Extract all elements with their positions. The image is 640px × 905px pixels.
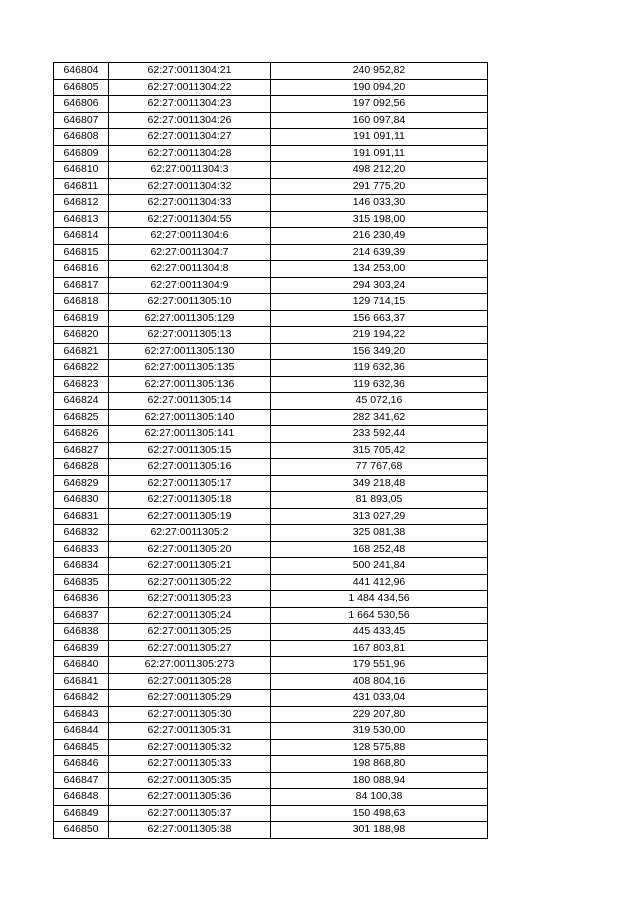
table-row [54,442,488,459]
row-number-cell: 646822 [54,360,109,377]
row-number-cell: 646806 [54,96,109,113]
cadastral-value-cell: 168 252,48 [271,541,488,558]
table-row [54,492,488,509]
row-number-cell: 646839 [54,640,109,657]
cadastral-number-cell: 62:27:0011304:27 [109,129,271,146]
cadastral-value-cell: 315 705,42 [271,442,488,459]
table-row [54,739,488,756]
table-row [54,789,488,806]
cadastral-number-cell: 62:27:0011304:9 [109,277,271,294]
cadastral-number-cell: 62:27:0011305:10 [109,294,271,311]
cadastral-number-cell: 62:27:0011305:37 [109,805,271,822]
cadastral-value-cell: 313 027,29 [271,508,488,525]
cadastral-value-cell: 150 498,63 [271,805,488,822]
table-row [54,145,488,162]
cadastral-number-cell: 62:27:0011304:21 [109,63,271,80]
cadastral-number-cell: 62:27:0011304:26 [109,112,271,129]
cadastral-number-cell: 62:27:0011305:36 [109,789,271,806]
row-number-cell: 646831 [54,508,109,525]
cadastral-value-cell: 282 341,62 [271,409,488,426]
table-row [54,805,488,822]
table-row [54,343,488,360]
row-number-cell: 646837 [54,607,109,624]
cadastral-value-cell: 1 664 530,56 [271,607,488,624]
table-row [54,706,488,723]
cadastral-number-cell: 62:27:0011304:3 [109,162,271,179]
cadastral-number-cell: 62:27:0011305:24 [109,607,271,624]
row-number-cell: 646841 [54,673,109,690]
cadastral-number-cell: 62:27:0011304:8 [109,261,271,278]
row-number-cell: 646850 [54,822,109,839]
cadastral-number-cell: 62:27:0011305:28 [109,673,271,690]
cadastral-number-cell: 62:27:0011305:25 [109,624,271,641]
row-number-cell: 646845 [54,739,109,756]
cadastral-value-cell: 445 433,45 [271,624,488,641]
cadastral-value-cell: 441 412,96 [271,574,488,591]
cadastral-value-cell: 500 241,84 [271,558,488,575]
cadastral-value-cell: 128 575,88 [271,739,488,756]
cadastral-number-cell: 62:27:0011305:33 [109,756,271,773]
table-body [54,63,488,839]
cadastral-number-cell: 62:27:0011305:32 [109,739,271,756]
table-row [54,261,488,278]
cadastral-value-cell: 156 663,37 [271,310,488,327]
cadastral-value-cell: 315 198,00 [271,211,488,228]
row-number-cell: 646842 [54,690,109,707]
table-row [54,96,488,113]
table-row [54,376,488,393]
cadastral-number-cell: 62:27:0011304:55 [109,211,271,228]
cadastral-value-cell: 179 551,96 [271,657,488,674]
row-number-cell: 646847 [54,772,109,789]
row-number-cell: 646821 [54,343,109,360]
cadastral-value-cell: 45 072,16 [271,393,488,410]
table-row [54,244,488,261]
cadastral-value-cell: 319 530,00 [271,723,488,740]
cadastral-number-cell: 62:27:0011305:20 [109,541,271,558]
cadastral-number-cell: 62:27:0011304:6 [109,228,271,245]
row-number-cell: 646828 [54,459,109,476]
table-row [54,409,488,426]
row-number-cell: 646834 [54,558,109,575]
row-number-cell: 646823 [54,376,109,393]
cadastral-value-cell: 301 188,98 [271,822,488,839]
table-row [54,607,488,624]
table-row [54,228,488,245]
row-number-cell: 646835 [54,574,109,591]
row-number-cell: 646844 [54,723,109,740]
cadastral-number-cell: 62:27:0011305:14 [109,393,271,410]
table-row [54,195,488,212]
table-row [54,459,488,476]
cadastral-value-cell: 129 714,15 [271,294,488,311]
table-row [54,690,488,707]
cadastral-number-cell: 62:27:0011305:27 [109,640,271,657]
row-number-cell: 646849 [54,805,109,822]
cadastral-number-cell: 62:27:0011305:35 [109,772,271,789]
cadastral-number-cell: 62:27:0011304:28 [109,145,271,162]
cadastral-value-cell: 216 230,49 [271,228,488,245]
row-number-cell: 646848 [54,789,109,806]
row-number-cell: 646840 [54,657,109,674]
row-number-cell: 646827 [54,442,109,459]
cadastral-value-cell: 349 218,48 [271,475,488,492]
cadastral-value-cell: 1 484 434,56 [271,591,488,608]
cadastral-value-cell: 325 081,38 [271,525,488,542]
row-number-cell: 646808 [54,129,109,146]
table-row [54,310,488,327]
cadastral-number-cell: 62:27:0011305:273 [109,657,271,674]
cadastral-value-cell: 180 088,94 [271,772,488,789]
cadastral-number-cell: 62:27:0011304:7 [109,244,271,261]
table-row [54,112,488,129]
table-row [54,211,488,228]
table-row [54,624,488,641]
cadastral-value-cell: 81 893,05 [271,492,488,509]
cadastral-value-cell: 198 868,80 [271,756,488,773]
cadastral-value-cell: 229 207,80 [271,706,488,723]
cadastral-value-cell: 191 091,11 [271,129,488,146]
table-row [54,129,488,146]
cadastral-number-cell: 62:27:0011305:17 [109,475,271,492]
cadastral-number-cell: 62:27:0011305:136 [109,376,271,393]
row-number-cell: 646807 [54,112,109,129]
cadastral-value-cell: 119 632,36 [271,360,488,377]
cadastral-number-cell: 62:27:0011305:22 [109,574,271,591]
cadastral-number-cell: 62:27:0011305:38 [109,822,271,839]
table-row [54,393,488,410]
row-number-cell: 646824 [54,393,109,410]
cadastral-number-cell: 62:27:0011305:2 [109,525,271,542]
cadastral-number-cell: 62:27:0011305:129 [109,310,271,327]
table-row [54,657,488,674]
table-row [54,475,488,492]
cadastral-number-cell: 62:27:0011305:135 [109,360,271,377]
row-number-cell: 646815 [54,244,109,261]
cadastral-number-cell: 62:27:0011304:22 [109,79,271,96]
row-number-cell: 646830 [54,492,109,509]
table-row [54,822,488,839]
table-row [54,360,488,377]
cadastral-value-cell: 160 097,84 [271,112,488,129]
row-number-cell: 646836 [54,591,109,608]
table-row [54,640,488,657]
cadastral-value-cell: 219 194,22 [271,327,488,344]
cadastral-number-cell: 62:27:0011305:13 [109,327,271,344]
cadastral-number-cell: 62:27:0011305:21 [109,558,271,575]
table-row [54,591,488,608]
cadastral-value-cell: 291 775,20 [271,178,488,195]
cadastral-value-cell: 408 804,16 [271,673,488,690]
row-number-cell: 646846 [54,756,109,773]
row-number-cell: 646820 [54,327,109,344]
cadastral-number-cell: 62:27:0011305:29 [109,690,271,707]
row-number-cell: 646804 [54,63,109,80]
table-row [54,178,488,195]
cadastral-number-cell: 62:27:0011305:30 [109,706,271,723]
row-number-cell: 646843 [54,706,109,723]
row-number-cell: 646833 [54,541,109,558]
cadastral-number-cell: 62:27:0011305:19 [109,508,271,525]
row-number-cell: 646805 [54,79,109,96]
cadastral-number-cell: 62:27:0011305:140 [109,409,271,426]
cadastral-number-cell: 62:27:0011305:15 [109,442,271,459]
table-row [54,574,488,591]
row-number-cell: 646817 [54,277,109,294]
row-number-cell: 646810 [54,162,109,179]
cadastral-number-cell: 62:27:0011305:16 [109,459,271,476]
row-number-cell: 646825 [54,409,109,426]
cadastral-number-cell: 62:27:0011305:141 [109,426,271,443]
row-number-cell: 646816 [54,261,109,278]
cadastral-value-cell: 197 092,56 [271,96,488,113]
row-number-cell: 646812 [54,195,109,212]
cadastral-value-cell: 498 212,20 [271,162,488,179]
row-number-cell: 646838 [54,624,109,641]
table-row [54,541,488,558]
table-row [54,162,488,179]
cadastral-value-cell: 146 033,30 [271,195,488,212]
row-number-cell: 646814 [54,228,109,245]
cadastral-value-cell: 191 091,11 [271,145,488,162]
cadastral-number-cell: 62:27:0011305:23 [109,591,271,608]
table-row [54,79,488,96]
table-row [54,63,488,80]
table-row [54,723,488,740]
cadastral-number-cell: 62:27:0011305:18 [109,492,271,509]
table-row [54,558,488,575]
cadastral-number-cell: 62:27:0011305:130 [109,343,271,360]
cadastral-number-cell: 62:27:0011304:33 [109,195,271,212]
cadastral-value-cell: 77 767,68 [271,459,488,476]
cadastral-value-table [53,62,488,839]
cadastral-value-cell: 167 803,81 [271,640,488,657]
row-number-cell: 646829 [54,475,109,492]
row-number-cell: 646809 [54,145,109,162]
table-row [54,756,488,773]
table-row [54,673,488,690]
row-number-cell: 646818 [54,294,109,311]
cadastral-value-cell: 214 639,39 [271,244,488,261]
cadastral-number-cell: 62:27:0011305:31 [109,723,271,740]
row-number-cell: 646811 [54,178,109,195]
cadastral-value-cell: 134 253,00 [271,261,488,278]
row-number-cell: 646813 [54,211,109,228]
table-row [54,426,488,443]
cadastral-number-cell: 62:27:0011304:23 [109,96,271,113]
table-row [54,525,488,542]
table-row [54,277,488,294]
cadastral-value-cell: 156 349,20 [271,343,488,360]
cadastral-value-cell: 119 632,36 [271,376,488,393]
cadastral-number-cell: 62:27:0011304:32 [109,178,271,195]
table-row [54,294,488,311]
row-number-cell: 646826 [54,426,109,443]
row-number-cell: 646832 [54,525,109,542]
table-row [54,508,488,525]
table-row [54,327,488,344]
cadastral-value-cell: 84 100,38 [271,789,488,806]
cadastral-value-cell: 431 033,04 [271,690,488,707]
cadastral-value-cell: 233 592,44 [271,426,488,443]
cadastral-value-cell: 190 094,20 [271,79,488,96]
row-number-cell: 646819 [54,310,109,327]
cadastral-value-cell: 294 303,24 [271,277,488,294]
table-row [54,772,488,789]
cadastral-value-cell: 240 952,82 [271,63,488,80]
